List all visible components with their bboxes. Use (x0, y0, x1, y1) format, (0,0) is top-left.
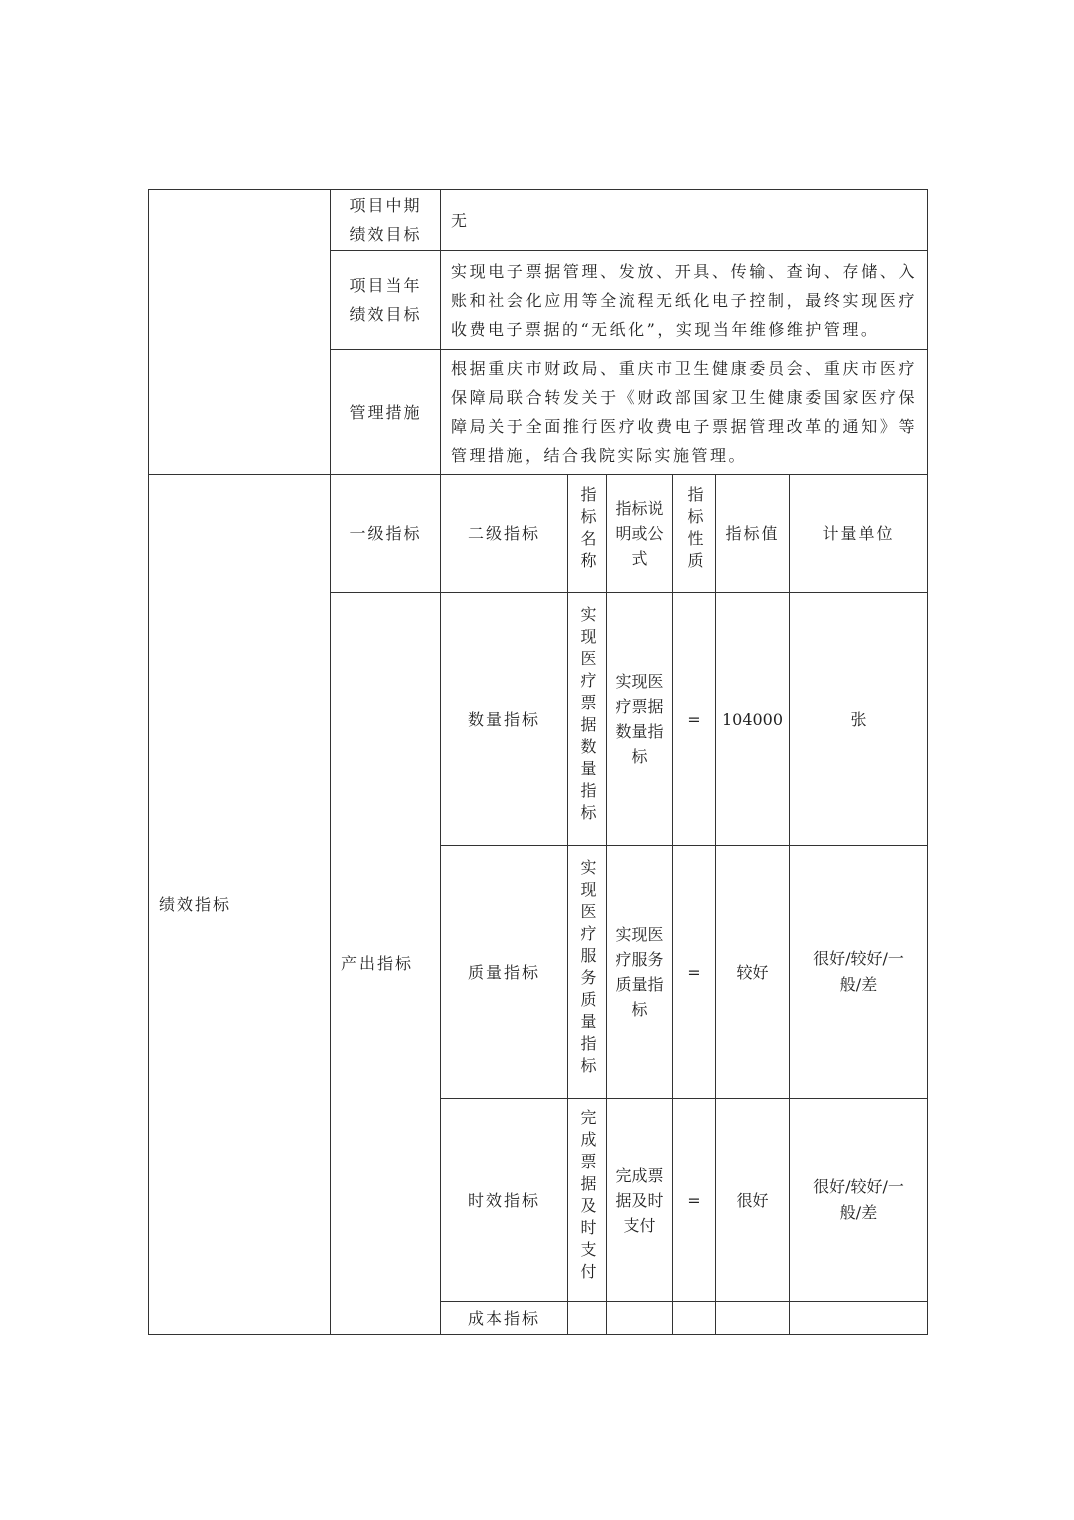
year-goal-label: 项目当年绩效目标 (349, 276, 422, 324)
header-level1: 一级指标 (331, 475, 441, 593)
row-unit-cell (790, 846, 928, 1099)
row-level2: 成本指标 (441, 1302, 568, 1335)
perf-section-label: 绩效指标 (149, 475, 331, 1335)
row-desc: 实现医疗服务质量指标 (615, 925, 664, 1019)
mid-goal-label-cell (331, 190, 441, 251)
measures-label: 管理措施 (331, 350, 441, 475)
header-row (149, 475, 928, 593)
level1-output: 产出指标 (331, 593, 441, 1335)
header-nature-cell (673, 475, 716, 593)
row-name-cell (568, 593, 607, 846)
row-value: 较好 (716, 846, 790, 1099)
row-desc: 完成票据及时支付 (615, 1165, 664, 1235)
row-unit: 很好/较好/一般/差 (813, 1177, 904, 1222)
header-desc-cell (607, 475, 673, 593)
row-desc: 实现医疗票据数量指标 (615, 672, 664, 766)
row-name-cell (568, 1099, 607, 1302)
row-name: 实现医疗服务质量指标 (578, 858, 597, 1079)
header-name-cell (568, 475, 607, 593)
mid-goal-label: 项目中期绩效目标 (349, 196, 422, 244)
row-name-cell (568, 846, 607, 1099)
row-name: 实现医疗票据数量指标 (578, 605, 597, 826)
row-unit (790, 1302, 928, 1335)
mid-goal-row (149, 190, 928, 251)
row-value (716, 1302, 790, 1335)
row-value: 很好 (716, 1099, 790, 1302)
row-nature (673, 1302, 716, 1335)
header-desc: 指标说明或公式 (615, 499, 664, 568)
year-goal-value: 实现电子票据管理、发放、开具、传输、查询、存储、入账和社会化应用等全流程无纸化电子控制，最终实现医疗收费电子票据的“无纸化”，实现当年维修维护管理。 (441, 251, 928, 350)
row-desc-cell (607, 1099, 673, 1302)
row-unit: 很好/较好/一般/差 (813, 949, 904, 994)
row-name (568, 1302, 607, 1335)
performance-table (148, 189, 928, 1335)
row-nature: = (673, 846, 716, 1099)
row-value: 104000 (716, 593, 790, 846)
row-level2: 质量指标 (441, 846, 568, 1099)
measures-value: 根据重庆市财政局、重庆市卫生健康委员会、重庆市医疗保障局联合转发关于《财政部国家卫生健康委国家医疗保障局关于全面推行医疗收费电子票据管理改革的通知》等管理措施，结合我院实际实施管理。 (441, 350, 928, 475)
row-unit: 张 (790, 593, 928, 846)
header-level2: 二级指标 (441, 475, 568, 593)
row-level2: 数量指标 (441, 593, 568, 846)
row-nature: = (673, 1099, 716, 1302)
header-unit: 计量单位 (790, 475, 928, 593)
year-goal-label-cell (331, 251, 441, 350)
row-unit-cell (790, 1099, 928, 1302)
header-name: 指标名称 (578, 486, 597, 574)
row-nature: = (673, 593, 716, 846)
header-value: 指标值 (716, 475, 790, 593)
mid-goal-value: 无 (441, 190, 928, 251)
row-desc (607, 1302, 673, 1335)
row-desc-cell (607, 593, 673, 846)
row-name: 完成票据及时支付 (578, 1108, 597, 1285)
row-level2: 时效指标 (441, 1099, 568, 1302)
row-desc-cell (607, 846, 673, 1099)
top-left-empty-cell (149, 190, 331, 475)
header-nature: 指标性质 (685, 486, 704, 574)
